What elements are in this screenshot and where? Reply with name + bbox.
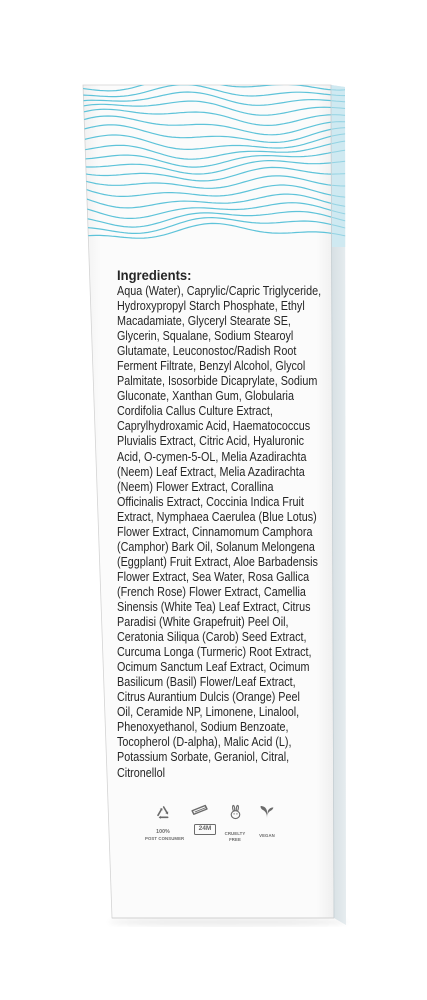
vegan-badge [251,803,283,843]
ingredient-line: Potassium Sorbate, Geraniol, Citral, [117,749,290,765]
ingredient-line: Ceratonia Siliqua (Carob) Seed Extract, [117,629,307,645]
ingredient-line: Caprylhydroxamic Acid, Haematococcus [117,418,311,434]
ingredient-line: Acid, O-cymen-5-OL, Melia Azadirachta [117,448,307,464]
ingredient-line: Oil, Ceramide NP, Limonene, Linalool, [117,704,300,720]
open-jar-body: 24M [194,824,216,835]
ingredient-line: Ferment Filtrate, Benzyl Alcohol, Glycol [117,358,306,374]
ingredient-line: Flower Extract, Sea Water, Rosa Gallica [117,568,310,584]
cruelty-free-label-line1: CRUELTY [224,831,246,836]
ingredient-line: Aqua (Water), Caprylic/Capric Triglyceride, [117,283,322,298]
bunny-left-ear [232,805,234,811]
ingredient-line: Flower Extract, Cinnamomum Camphora [117,523,313,539]
recycle-badge [145,803,185,845]
ingredient-line: (Eggplant) Fruit Extract, Aloe Barbadensis [117,553,318,569]
period-after-opening-badge [186,800,220,840]
recycle-icon [155,804,171,820]
box-side-tint [330,85,347,247]
ingredient-list [117,283,325,780]
bunny-right-ear [236,805,238,811]
cruelty-free-label-line2: FREE [229,837,241,842]
ingredient-line: Curcuma Longa (Turmeric) Root Extract, [117,644,312,660]
ingredient-line: Paradisi (White Grapefruit) Peel Oil, [117,614,289,630]
bunny-eye [236,813,237,814]
bunny-head [231,811,240,819]
leaf-icon [259,804,275,820]
ingredient-line: Glycerin, Squalane, Sodium Stearoyl [117,328,294,344]
recycle-label-percent: 100% [156,829,170,835]
ingredient-line: Extract, Nymphaea Caerulea (Blue Lotus) [117,508,317,524]
ingredient-line: Phenoxyethanol, Sodium Benzoate, [117,719,289,735]
cruelty-free-badge [218,803,252,845]
recycle-arrow-shaft [164,807,167,812]
recycle-label-text: POST CONSUMER [145,836,185,841]
recycle-arrow-head [159,816,161,819]
ingredient-line: Tocopherol (D-alpha), Malic Acid (L), [117,734,292,750]
ingredient-line: Ocimum Sanctum Leaf Extract, Ocimum [117,659,310,675]
ingredient-line: Citrus Aurantium Dulcis (Orange) Peel [117,689,300,705]
ingredient-line: Hydroxypropyl Starch Phosphate, Ethyl [117,298,305,314]
leaf-left [261,806,268,818]
ingredient-line: Macadamiate, Glyceryl Stearate SE, [117,313,291,329]
ingredient-line: Sinensis (White Tea) Leaf Extract, Citrus [117,598,311,614]
ingredient-line: Cordifolia Callus Culture Extract, [117,403,273,419]
ingredient-line: (French Rose) Flower Extract, Camellia [117,583,306,599]
ingredient-line: Officinalis Extract, Coccinia Indica Fruit [117,493,304,509]
ingredient-line: Gluconate, Xanthan Gum, Globularia [117,388,294,404]
ingredients-heading: Ingredients: [117,267,192,283]
ingredient-line: (Neem) Leaf Extract, Melia Azadirachta [117,463,305,479]
ingredient-line: Pluvialis Extract, Citric Acid, Hyaluronic [117,433,305,449]
ingredient-line: (Camphor) Bark Oil, Solanum Melongena [117,538,315,554]
box-shadow [108,918,348,926]
ingredient-line: Citronellol [117,764,165,780]
ingredient-line: Basilicum (Basil) Flower/Leaf Extract, [117,674,296,690]
ingredient-line: Glutamate, Leuconostoc/Radish Root [117,343,297,359]
ingredient-line: Palmitate, Isosorbide Dicaprylate, Sodium [117,373,318,389]
ingredient-line: (Neem) Flower Extract, Corallina [117,478,274,494]
leaf-right [267,807,273,818]
vegan-label: VEGAN [259,833,275,838]
recycle-arrow-shaft [158,810,161,816]
open-jar-icon [189,802,211,816]
bunny-eye [233,813,234,814]
bunny-icon [227,804,244,821]
